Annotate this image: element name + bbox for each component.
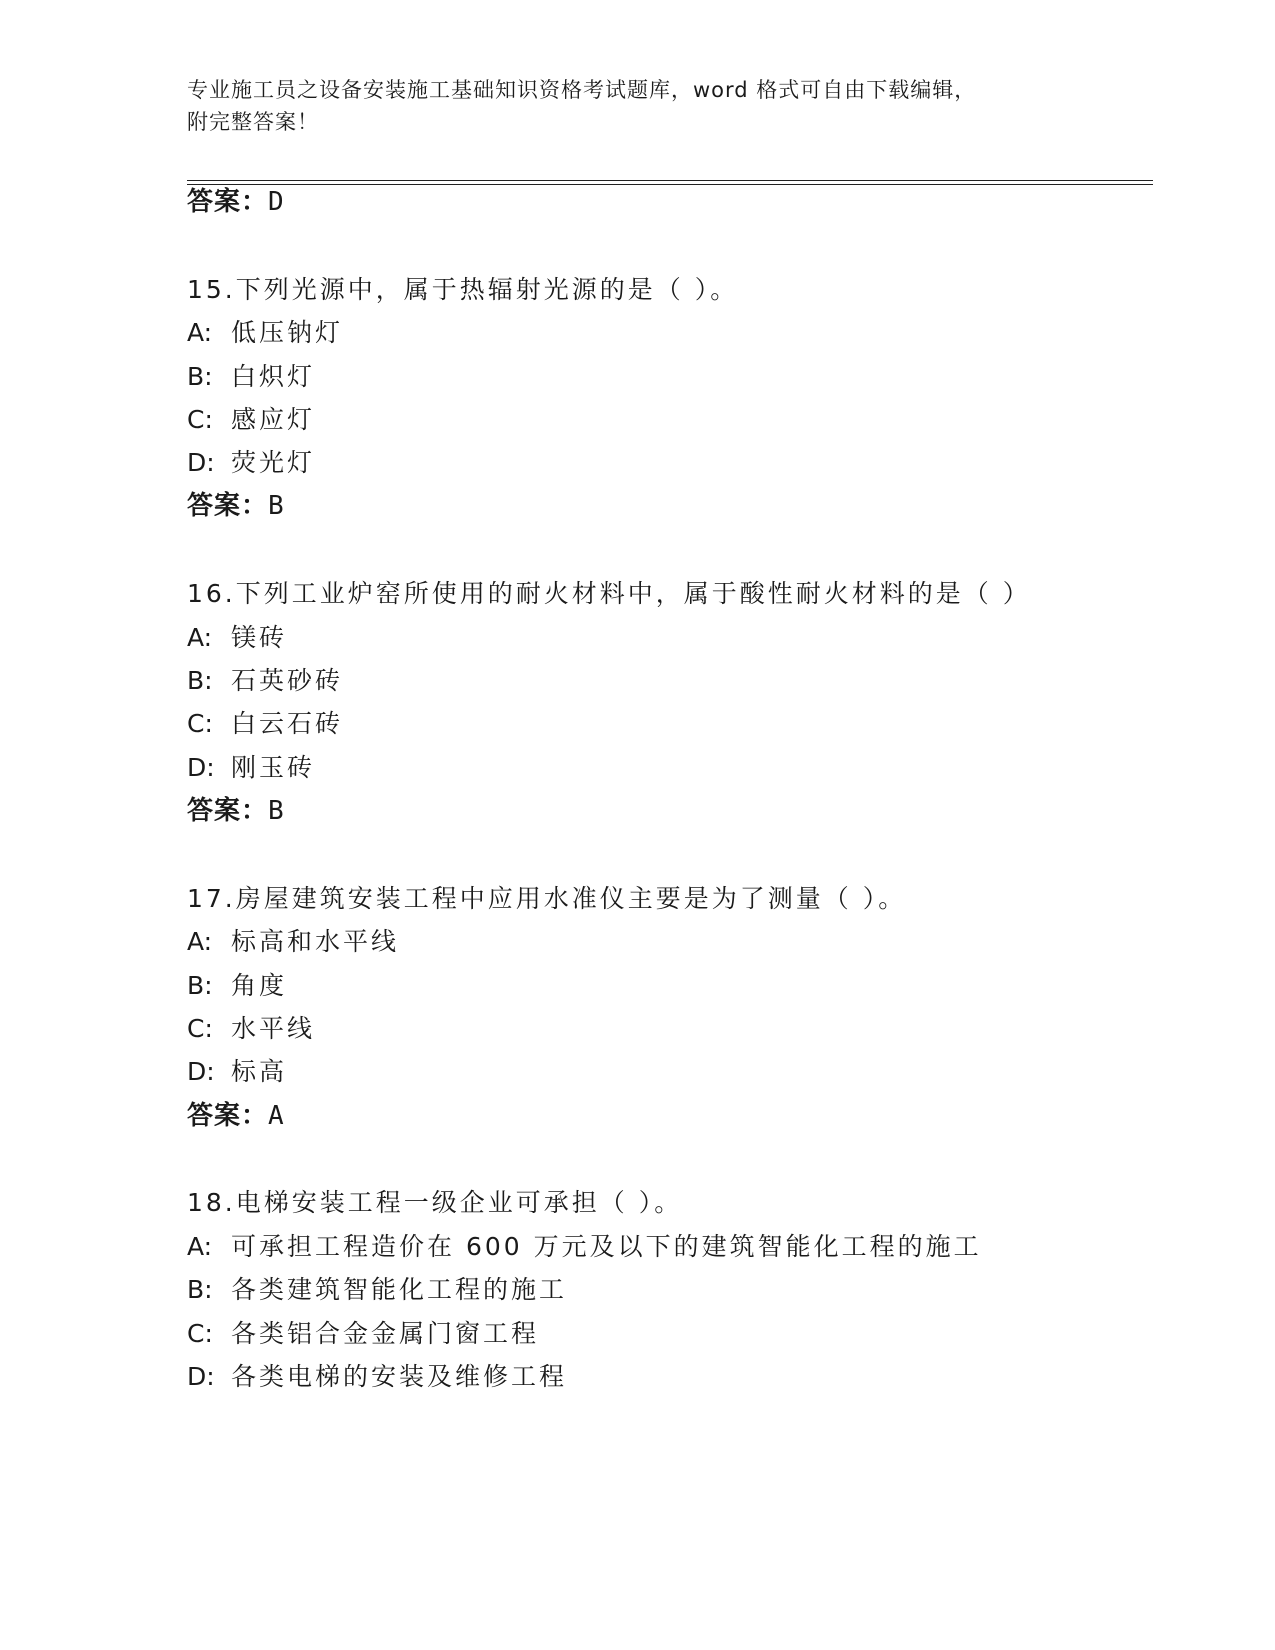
option-text: 白云石砖 [231,709,344,738]
question-16-option-c [187,708,343,740]
header-divider-bottom [187,184,1153,185]
option-text: 石英砂砖 [231,666,344,695]
option-letter: B: [187,666,213,695]
option-letter: D: [187,1057,215,1086]
option-text: 各类电梯的安装及维修工程 [231,1362,568,1391]
answer-line-14 [187,186,284,218]
option-text: 感应灯 [231,405,316,434]
option-text: 可承担工程造价在 600 万元及以下的建筑智能化工程的施工 [231,1232,982,1261]
option-letter: D: [187,448,215,477]
question-17-option-d [187,1056,287,1088]
option-letter: A: [187,318,213,347]
question-15-option-c [187,404,315,436]
option-letter: C: [187,709,213,738]
header-line-2: 附完整答案！ [187,110,319,134]
answer-line-16 [187,795,284,827]
question-18-stem: 18.电梯安装工程一级企业可承担（ ）。 [187,1188,683,1217]
option-letter: D: [187,1362,215,1391]
option-text: 各类铝合金金属门窗工程 [231,1319,540,1348]
option-text: 刚玉砖 [231,753,316,782]
header-divider-top [187,180,1153,181]
option-text: 镁砖 [231,623,288,652]
option-text: 水平线 [231,1014,316,1043]
option-text: 角度 [231,971,288,1000]
question-18-option-a [187,1231,982,1263]
document-header [187,74,1067,138]
option-letter: A: [187,927,213,956]
option-letter: C: [187,1319,213,1348]
option-letter: B: [187,971,213,1000]
question-15-option-a [187,317,343,349]
question-17-option-c [187,1013,315,1045]
option-text: 白炽灯 [231,362,316,391]
answer-value: D [268,187,284,217]
answer-line-17 [187,1100,284,1132]
question-17-option-a [187,926,399,958]
question-17-option-b [187,970,287,1002]
option-text: 低压钠灯 [231,318,344,347]
answer-value: B [268,796,284,826]
answer-label: 答案： [187,491,269,521]
question-18-option-c [187,1318,539,1350]
question-16-option-a [187,622,287,654]
question-15-stem: 15.下列光源中，属于热辐射光源的是（ ）。 [187,275,739,304]
answer-value: A [268,1101,284,1131]
option-text: 各类建筑智能化工程的施工 [231,1275,568,1304]
question-16-option-d [187,752,315,784]
option-text: 标高和水平线 [231,927,400,956]
option-letter: B: [187,362,213,391]
question-18-option-b [187,1274,567,1306]
option-letter: A: [187,1232,213,1261]
answer-label: 答案： [187,1101,269,1131]
question-18-option-d [187,1361,567,1393]
answer-value: B [268,491,284,521]
answer-label: 答案： [187,187,269,217]
question-16-option-b [187,665,343,697]
question-16-stem: 16.下列工业炉窑所使用的耐火材料中，属于酸性耐火材料的是（ ） [187,579,1031,608]
option-letter: C: [187,405,213,434]
option-letter: C: [187,1014,213,1043]
question-17-stem: 17.房屋建筑安装工程中应用水准仪主要是为了测量（ ）。 [187,884,907,913]
option-letter: D: [187,753,215,782]
question-15-option-d [187,447,315,479]
option-letter: A: [187,623,213,652]
answer-label: 答案： [187,796,269,826]
option-letter: B: [187,1275,213,1304]
question-15-option-b [187,361,315,393]
option-text: 荧光灯 [231,448,316,477]
answer-line-15 [187,490,284,522]
option-text: 标高 [231,1057,288,1086]
header-line-1: 专业施工员之设备安装施工基础知识资格考试题库，word 格式可自由下载编辑， [187,78,977,102]
